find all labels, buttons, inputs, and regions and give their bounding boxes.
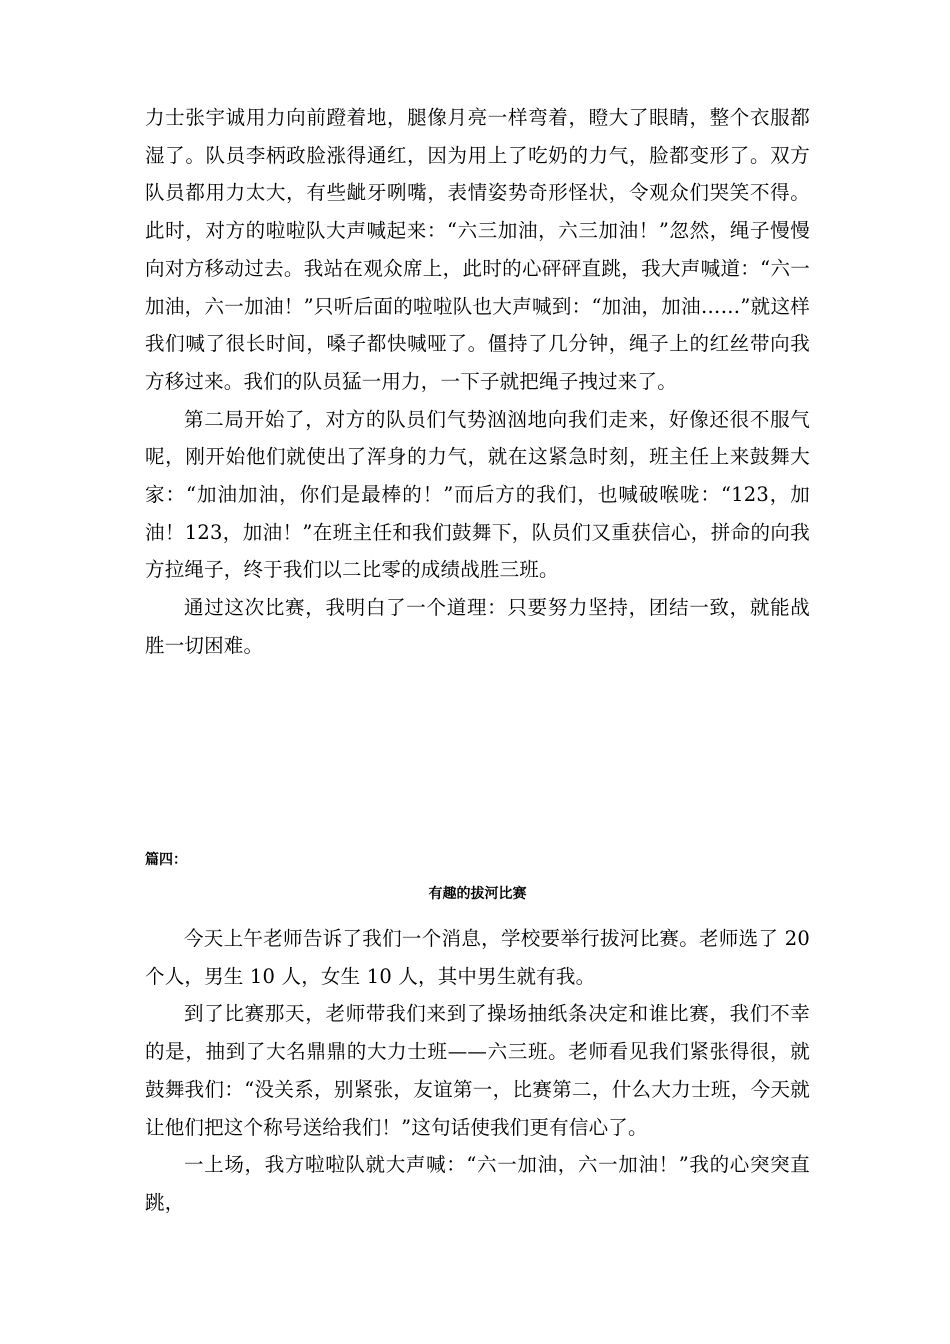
body-paragraph: 到了比赛那天，老师带我们来到了操场抽纸条决定和谁比赛，我们不幸的是，抽到了大名鼎鼎的大力士班——六三班。老师看见我们紧张得很，就鼓舞我们：“没关系，别紧张，友谊第一，比赛第二，什么大力士班，今天就让他们把这个称号送给我们！”这句话使我们更有信心了。 (145, 1002, 810, 1139)
body-paragraph: 一上场，我方啦啦队就大声喊：“六一加油，六一加油！”我的心突突直跳， (145, 1153, 810, 1214)
previous-article-continuation (145, 99, 810, 665)
body-paragraph: 第二局开始了，对方的队员们气势汹汹地向我们走来，好像还很不服气呢，刚开始他们就使出了浑身的力气，就在这紧急时刻，班主任上来鼓舞大家：“加油加油，你们是最棒的！”而后方的我们，也喊破喉咙：“123，加油！123，加油！”在班主任和我们鼓舞下，队员们又重获信心，拼命的向我方拉绳子，终于我们以二比零的成绩战胜三班。 (145, 407, 810, 582)
body-paragraph: 通过这次比赛，我明白了一个道理：只要努力坚持，团结一致，就能战胜一切困难。 (145, 596, 810, 657)
article-body (145, 920, 810, 1222)
body-paragraph: 今天上午老师告诉了我们一个消息，学校要举行拔河比赛。老师选了 20 个人，男生 10 人，女生 10 人，其中男生就有我。 (145, 927, 810, 988)
body-paragraph: 力士张宇诚用力向前蹬着地，腿像月亮一样弯着，瞪大了眼睛，整个衣服都湿了。队员李柄政脸涨得通红，因为用上了吃奶的力气，脸都变形了。双方队员都用力太大，有些龇牙咧嘴，表情姿势奇形怪状，令观众们哭笑不得。此时，对方的啦啦队大声喊起来：“六三加油，六三加油！”忽然，绳子慢慢向对方移动过去。我站在观众席上，此时的心砰砰直跳，我大声喊道：“六一加油，六一加油！”只听后面的啦啦队也大声喊到：“加油，加油……”就这样我们喊了很长时间，嗓子都快喊哑了。僵持了几分钟，绳子上的红丝带向我方移过来。我们的队员猛一用力，一下子就把绳子拽过来了。 (145, 106, 810, 393)
section-label: 篇四： (145, 852, 187, 868)
article-title: 有趣的拔河比赛 (428, 886, 527, 902)
